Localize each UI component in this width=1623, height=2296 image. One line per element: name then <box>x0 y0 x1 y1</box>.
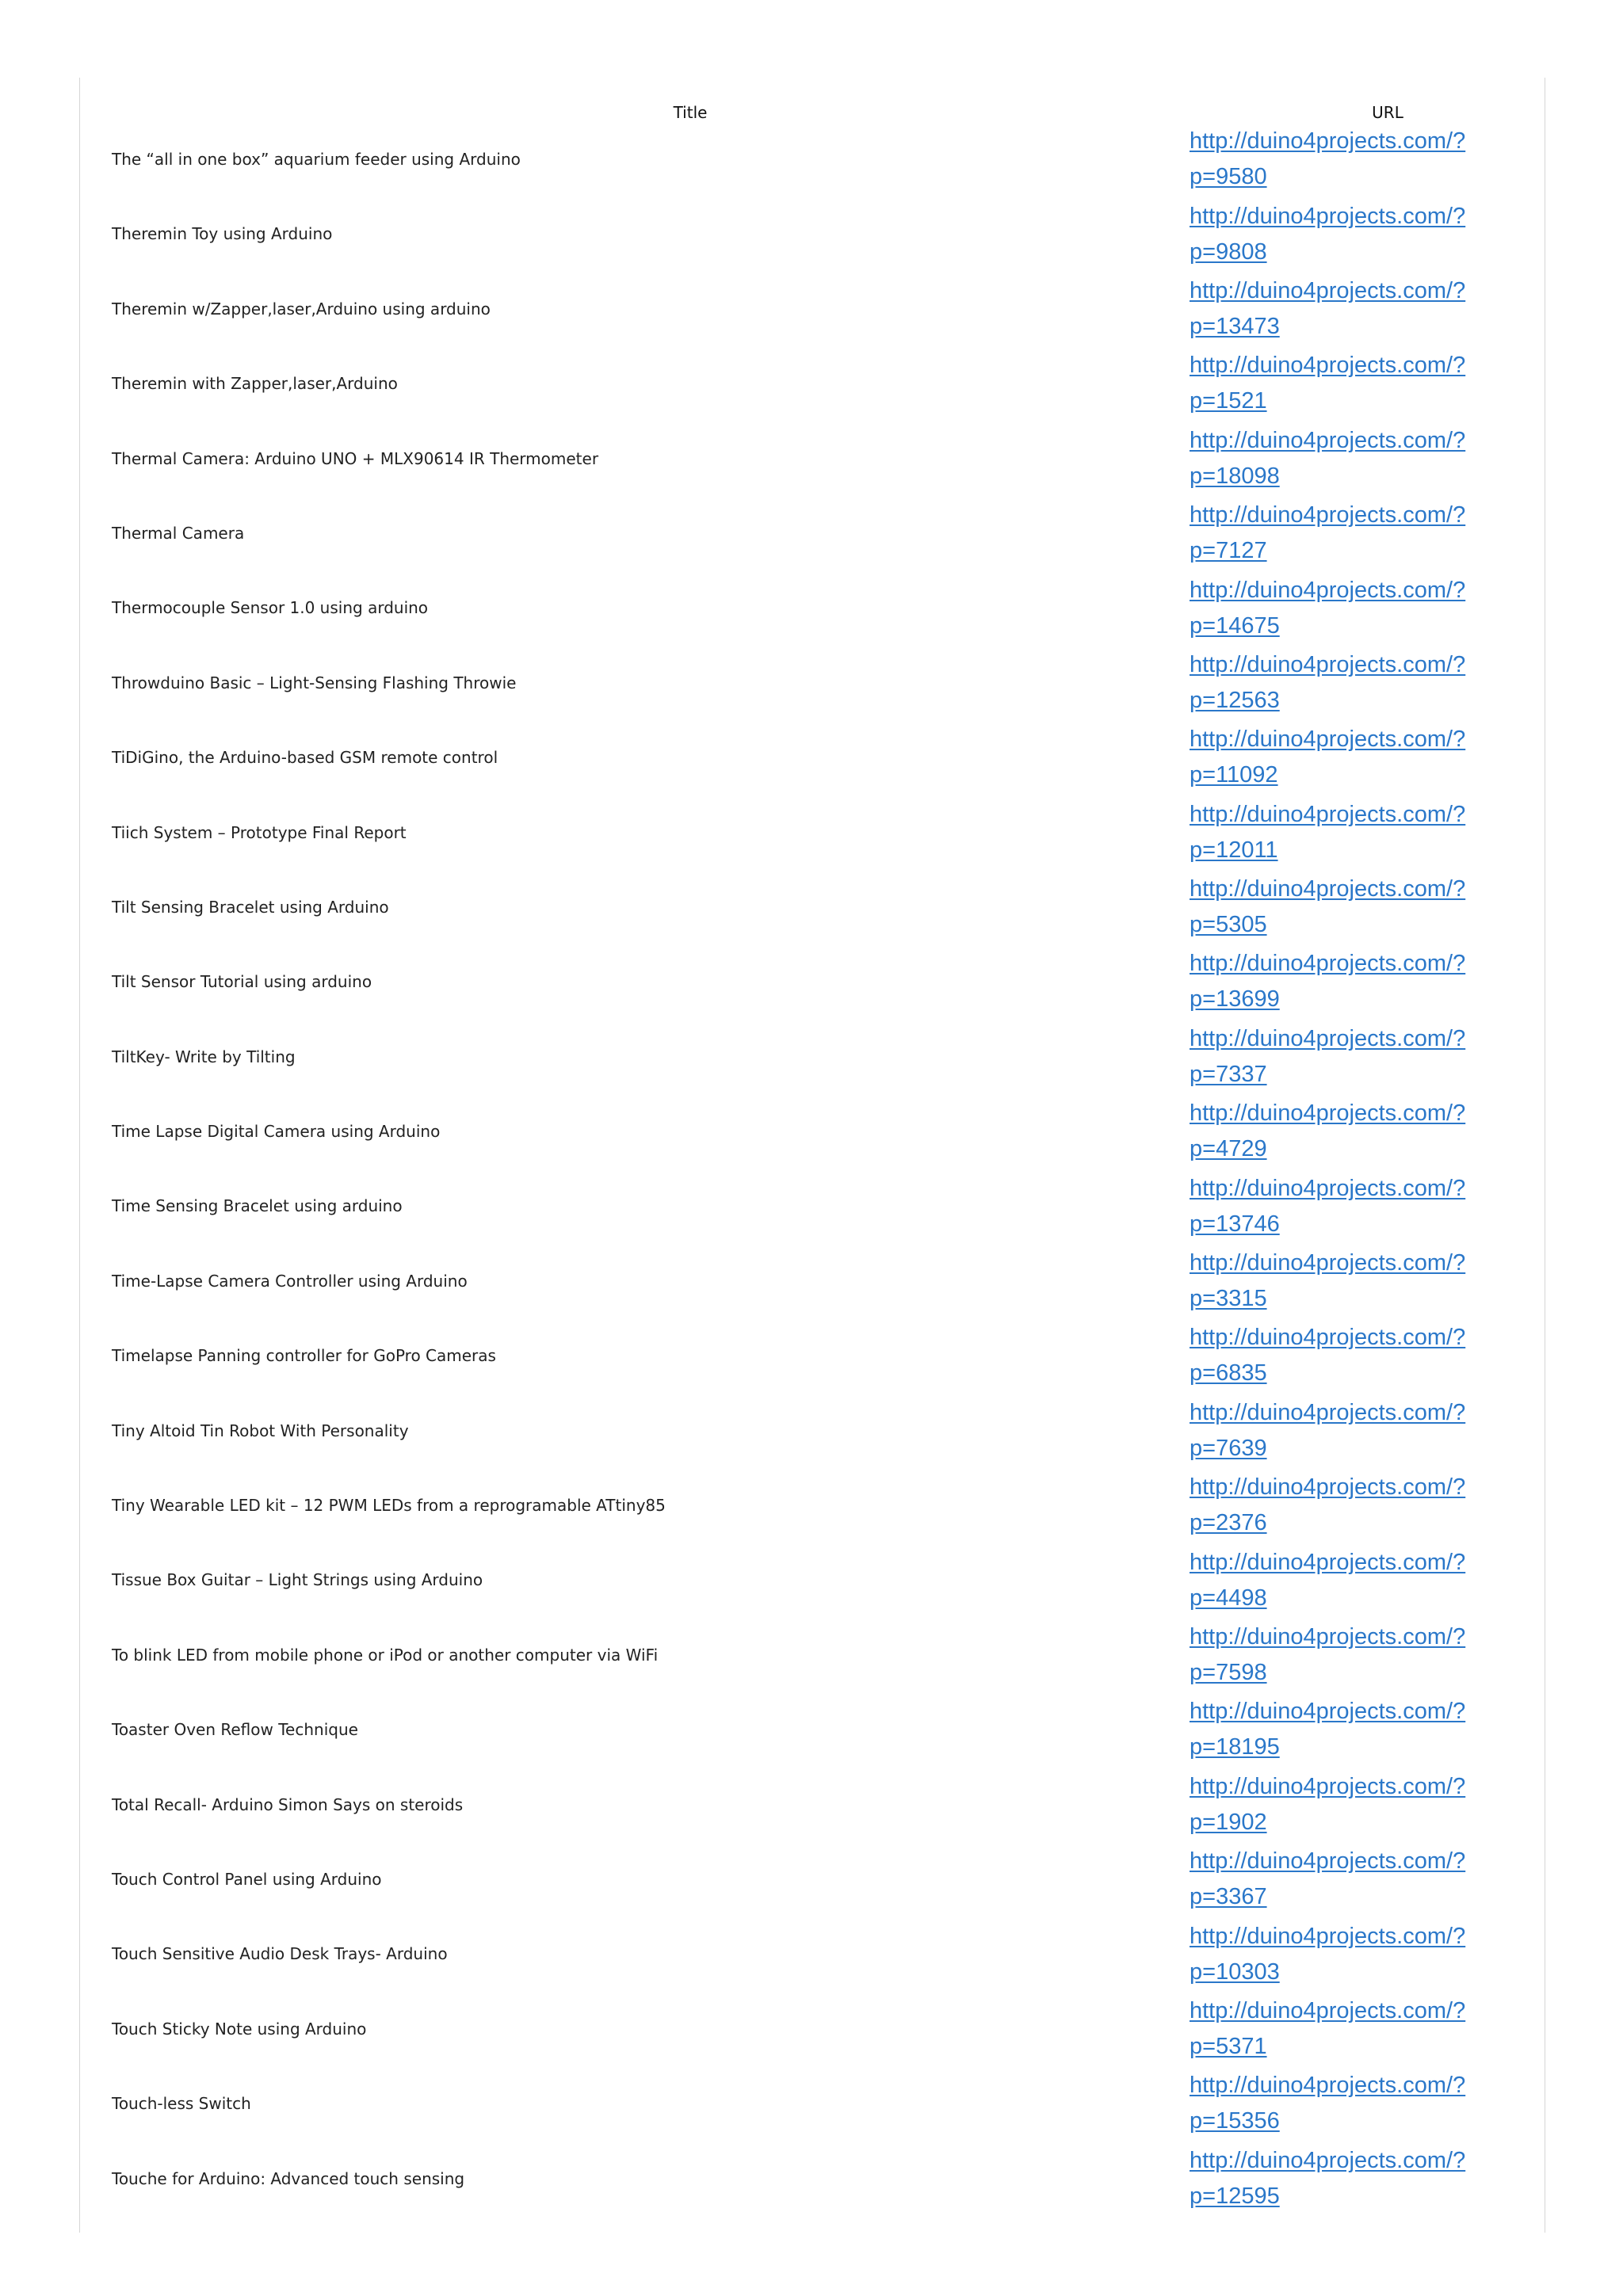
project-url-cell <box>1190 1094 1491 1169</box>
project-title: Tilt Sensing Bracelet using Arduino <box>112 897 389 917</box>
project-url-cell <box>1190 870 1491 944</box>
project-url-cell <box>1190 1992 1491 2066</box>
project-url-link-continued[interactable]: p=7598 <box>1190 1660 1267 1685</box>
column-header-title: Title <box>673 103 708 122</box>
project-title: Tissue Box Guitar – Light Strings using Arduino <box>112 1570 483 1590</box>
project-title: Thermocouple Sensor 1.0 using arduino <box>112 598 429 618</box>
project-title: To blink LED from mobile phone or iPod or another computer via WiFi <box>112 1645 659 1665</box>
project-url-link-continued[interactable]: p=13699 <box>1190 986 1280 1013</box>
table-row <box>80 1468 1545 1543</box>
project-url-cell <box>1190 421 1491 496</box>
project-url-link-continued[interactable]: p=13473 <box>1190 313 1280 339</box>
project-url-cell <box>1190 720 1491 795</box>
project-title: Total Recall- Arduino Simon Says on steroids <box>112 1794 464 1814</box>
project-url-cell <box>1190 795 1491 870</box>
project-url-cell <box>1190 496 1491 570</box>
table-row <box>80 646 1545 720</box>
project-url-link[interactable]: http://duino4projects.com/? <box>1190 427 1466 453</box>
project-url-link-continued[interactable]: p=10303 <box>1190 1958 1280 1985</box>
project-title: Touch Sticky Note using Arduino <box>112 2019 367 2039</box>
project-url-cell <box>1190 1394 1491 1468</box>
project-url-cell <box>1190 1468 1491 1543</box>
project-title: Tilt Sensor Tutorial using arduino <box>112 972 372 992</box>
table-row <box>80 1244 1545 1318</box>
table-row <box>80 122 1545 196</box>
table-row <box>80 2066 1545 2141</box>
project-title: Thermal Camera: Arduino UNO + MLX90614 IR Thermometer <box>112 448 599 468</box>
project-title: Touch Sensitive Audio Desk Trays- Arduino <box>112 1944 448 1964</box>
project-url-cell <box>1190 1768 1491 1842</box>
project-url-link[interactable]: http://duino4projects.com/? <box>1190 801 1466 827</box>
project-url-link[interactable]: http://duino4projects.com/? <box>1190 1773 1466 1799</box>
project-title: Throwduino Basic – Light-Sensing Flashing Throwie <box>112 673 517 692</box>
project-url-cell <box>1190 122 1491 196</box>
table-row <box>80 1169 1545 1243</box>
table-row <box>80 1543 1545 1617</box>
project-url-link[interactable]: http://duino4projects.com/? <box>1190 951 1466 977</box>
column-header-url: URL <box>1372 103 1403 122</box>
project-url-link[interactable]: http://duino4projects.com/? <box>1190 577 1466 603</box>
table-row <box>80 795 1545 870</box>
project-url-link[interactable]: http://duino4projects.com/? <box>1190 502 1466 528</box>
project-url-link[interactable]: http://duino4projects.com/? <box>1190 1848 1466 1875</box>
project-url-cell <box>1190 2142 1491 2216</box>
project-url-cell <box>1190 196 1491 271</box>
project-url-link-continued[interactable]: p=12595 <box>1190 2183 1280 2209</box>
table-row <box>80 720 1545 795</box>
project-url-link-continued[interactable]: p=7127 <box>1190 538 1267 564</box>
project-url-link-continued[interactable]: p=3367 <box>1190 1884 1267 1910</box>
project-url-link-continued[interactable]: p=14675 <box>1190 612 1280 639</box>
project-url-link[interactable]: http://duino4projects.com/? <box>1190 1699 1466 1725</box>
project-url-link-continued[interactable]: p=18098 <box>1190 463 1280 489</box>
project-title: Timelapse Panning controller for GoPro Cameras <box>112 1346 496 1366</box>
table-row <box>80 570 1545 645</box>
project-url-cell <box>1190 1244 1491 1318</box>
project-url-link[interactable]: http://duino4projects.com/? <box>1190 128 1466 154</box>
project-url-link[interactable]: http://duino4projects.com/? <box>1190 2073 1466 2099</box>
table-row <box>80 1020 1545 1094</box>
table-row <box>80 1394 1545 1468</box>
project-title: Tiny Wearable LED kit – 12 PWM LEDs from a reprogramable ATtiny85 <box>112 1496 666 1516</box>
project-title: Tiny Altoid Tin Robot With Personality <box>112 1421 409 1440</box>
project-url-link[interactable]: http://duino4projects.com/? <box>1190 277 1466 303</box>
project-url-cell <box>1190 1543 1491 1617</box>
project-url-cell <box>1190 1318 1491 1393</box>
table-row <box>80 1618 1545 1692</box>
project-url-link-continued[interactable]: p=2376 <box>1190 1510 1267 1536</box>
table-row <box>80 1917 1545 1991</box>
project-url-link-continued[interactable]: p=15356 <box>1190 2108 1280 2134</box>
project-title: Touch Control Panel using Arduino <box>112 1869 382 1889</box>
table-row <box>80 944 1545 1019</box>
project-url-cell <box>1190 1169 1491 1243</box>
project-url-cell <box>1190 2066 1491 2141</box>
table-row <box>80 196 1545 271</box>
project-url-link[interactable]: http://duino4projects.com/? <box>1190 651 1466 677</box>
project-url-link-continued[interactable]: p=9808 <box>1190 238 1267 265</box>
project-url-link[interactable]: http://duino4projects.com/? <box>1190 1250 1466 1276</box>
table-row <box>80 496 1545 570</box>
project-url-link-continued[interactable]: p=9580 <box>1190 164 1267 190</box>
table-row <box>80 346 1545 421</box>
project-url-link-continued[interactable]: p=7337 <box>1190 1061 1267 1087</box>
project-url-cell <box>1190 272 1491 346</box>
project-title: Theremin w/Zapper,laser,Arduino using arduino <box>112 299 491 318</box>
project-url-link[interactable]: http://duino4projects.com/? <box>1190 1549 1466 1575</box>
project-url-link-continued[interactable]: p=18195 <box>1190 1734 1280 1760</box>
project-url-cell <box>1190 646 1491 720</box>
project-url-link-continued[interactable]: p=13746 <box>1190 1211 1280 1237</box>
project-title: Time Sensing Bracelet using arduino <box>112 1196 403 1216</box>
table-row <box>80 870 1545 944</box>
project-url-link[interactable]: http://duino4projects.com/? <box>1190 1100 1466 1127</box>
project-url-link-continued[interactable]: p=12011 <box>1190 837 1278 863</box>
project-title: Theremin Toy using Arduino <box>112 224 333 244</box>
project-url-link[interactable]: http://duino4projects.com/? <box>1190 2147 1466 2173</box>
project-url-link-continued[interactable]: p=1902 <box>1190 1809 1267 1835</box>
table-row <box>80 1318 1545 1393</box>
project-url-link-continued[interactable]: p=4498 <box>1190 1585 1267 1611</box>
project-url-cell <box>1190 944 1491 1019</box>
project-url-link[interactable]: http://duino4projects.com/? <box>1190 1325 1466 1351</box>
project-url-link-continued[interactable]: p=11092 <box>1190 762 1278 788</box>
table-row <box>80 421 1545 496</box>
project-url-link[interactable]: http://duino4projects.com/? <box>1190 1025 1466 1051</box>
project-url-link-continued[interactable]: p=6835 <box>1190 1360 1267 1386</box>
table-row <box>80 1692 1545 1767</box>
project-url-cell <box>1190 1020 1491 1094</box>
project-url-link-continued[interactable]: p=4729 <box>1190 1136 1267 1162</box>
project-title: Touch-less Switch <box>112 2094 251 2114</box>
project-title: TiltKey- Write by Tilting <box>112 1047 296 1066</box>
table-row <box>80 1094 1545 1169</box>
project-title: Theremin with Zapper,laser,Arduino <box>112 374 398 394</box>
project-url-cell <box>1190 570 1491 645</box>
table-row <box>80 272 1545 346</box>
project-url-link-continued[interactable]: p=3315 <box>1190 1286 1267 1312</box>
project-url-cell <box>1190 1917 1491 1991</box>
project-url-cell <box>1190 1618 1491 1692</box>
project-url-cell <box>1190 346 1491 421</box>
project-url-link-continued[interactable]: p=12563 <box>1190 687 1280 713</box>
project-title: TiDiGino, the Arduino-based GSM remote control <box>112 748 498 768</box>
project-url-cell <box>1190 1692 1491 1767</box>
table-frame <box>79 78 1545 2233</box>
project-title: Time Lapse Digital Camera using Arduino <box>112 1122 441 1142</box>
project-url-link[interactable]: http://duino4projects.com/? <box>1190 203 1466 229</box>
project-title: Toaster Oven Reflow Technique <box>112 1720 358 1740</box>
project-url-link-continued[interactable]: p=1521 <box>1190 388 1267 414</box>
project-url-link-continued[interactable]: p=5305 <box>1190 912 1267 938</box>
project-url-link[interactable]: http://duino4projects.com/? <box>1190 1474 1466 1501</box>
project-url-link-continued[interactable]: p=7639 <box>1190 1435 1267 1461</box>
project-title: Time-Lapse Camera Controller using Arduino <box>112 1271 468 1291</box>
project-url-link-continued[interactable]: p=5371 <box>1190 2033 1267 2059</box>
project-url-link[interactable]: http://duino4projects.com/? <box>1190 353 1466 379</box>
project-url-link[interactable]: http://duino4projects.com/? <box>1190 876 1466 902</box>
table-row <box>80 1768 1545 1842</box>
project-title: The “all in one box” aquarium feeder using Arduino <box>112 150 521 169</box>
project-url-link[interactable]: http://duino4projects.com/? <box>1190 1175 1466 1201</box>
project-url-link[interactable]: http://duino4projects.com/? <box>1190 1624 1466 1650</box>
project-url-link[interactable]: http://duino4projects.com/? <box>1190 1997 1466 2023</box>
table-row <box>80 1992 1545 2066</box>
project-title: Tiich System – Prototype Final Report <box>112 822 407 842</box>
project-url-link[interactable]: http://duino4projects.com/? <box>1190 727 1466 753</box>
project-title: Thermal Camera <box>112 523 245 543</box>
project-url-link[interactable]: http://duino4projects.com/? <box>1190 1923 1466 1949</box>
table-row <box>80 1842 1545 1917</box>
project-url-cell <box>1190 1842 1491 1917</box>
table-row <box>80 2142 1545 2216</box>
project-url-link[interactable]: http://duino4projects.com/? <box>1190 1399 1466 1425</box>
project-title: Touche for Arduino: Advanced touch sensing <box>112 2168 465 2188</box>
table-body <box>80 122 1545 2216</box>
